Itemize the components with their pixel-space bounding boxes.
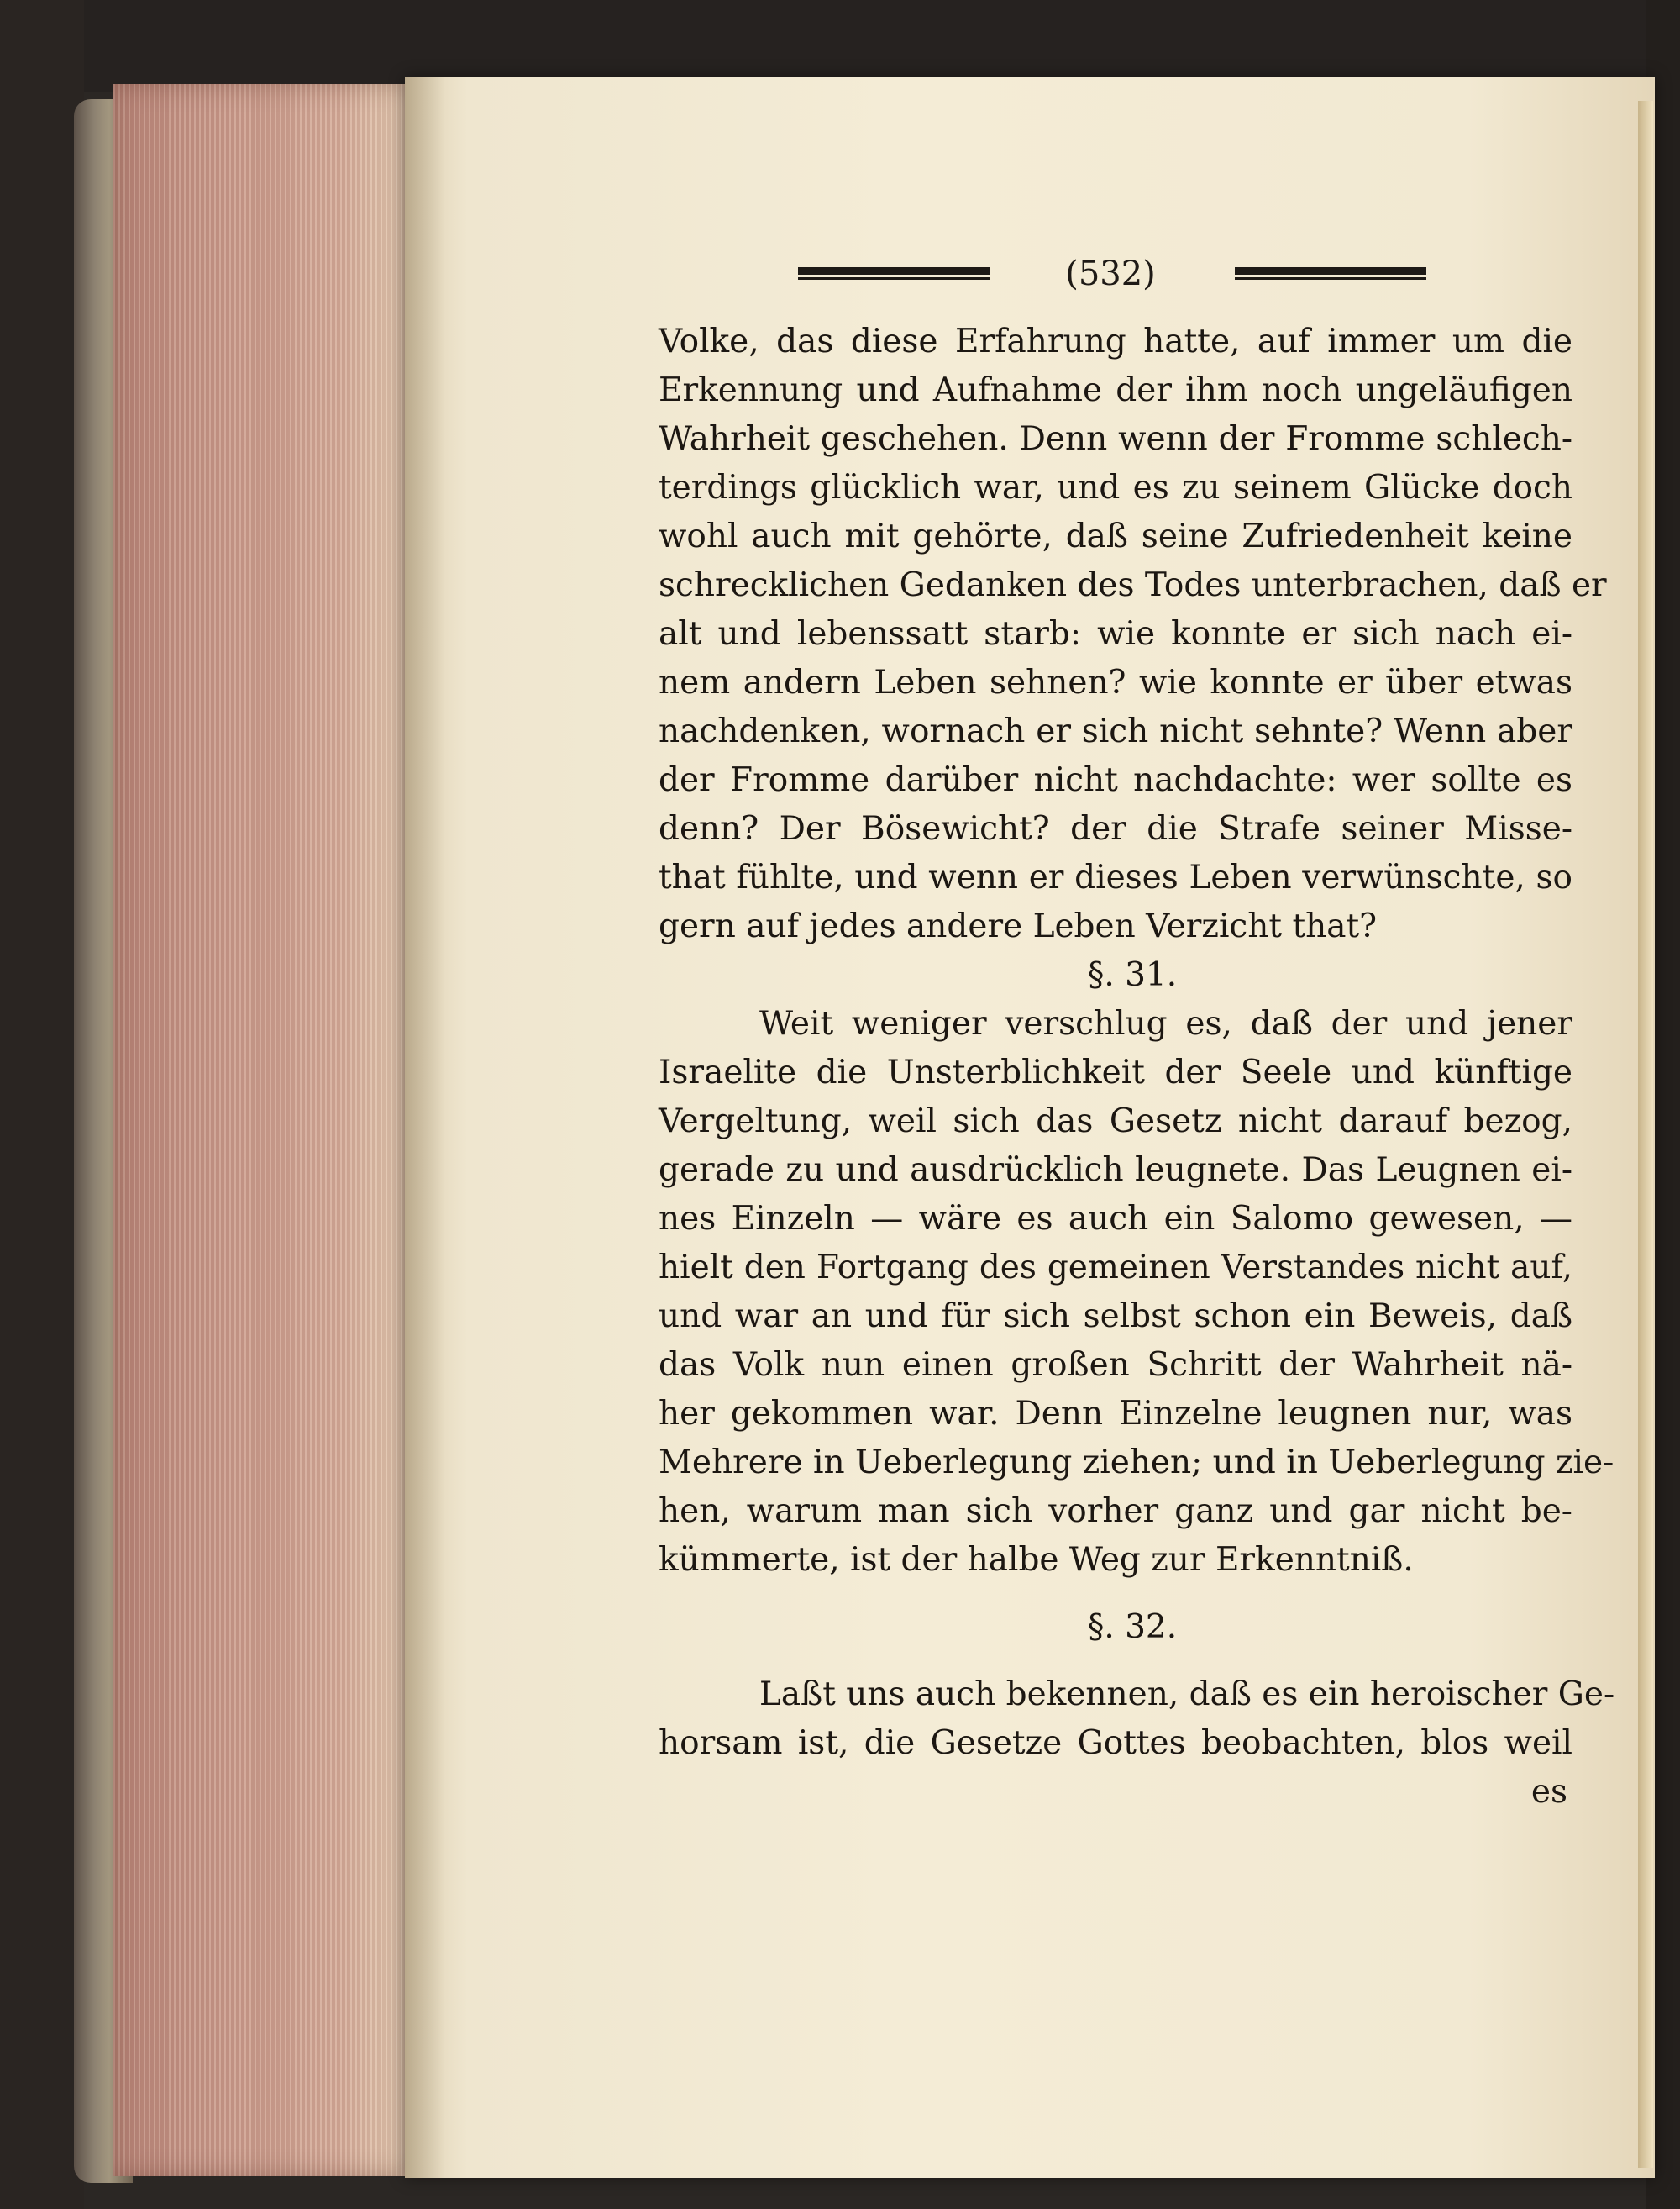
- text-line: her gekommen war. Denn Einzelne leugnen nur, was: [659, 1395, 1572, 1433]
- text-line: nachdenken, wornach er sich nicht sehnte? Wenn aber: [659, 713, 1572, 750]
- text-line: hen, warum man sich vorher ganz und gar nicht be-: [659, 1492, 1572, 1530]
- text-line: der Fromme darüber nicht nachdachte: wer sollte es: [659, 761, 1572, 799]
- text-line: Volke, das diese Erfahrung hatte, auf immer um die: [659, 323, 1572, 360]
- page-block-edge: [113, 84, 416, 2176]
- text-line: alt und lebenssatt starb: wie konnte er sich nach ei-: [659, 615, 1572, 653]
- text-line: Israelite die Unsterblichkeit der Seele und künftige: [659, 1054, 1572, 1091]
- page-header: [798, 249, 1428, 299]
- text-line: horsam ist, die Gesetze Gottes beobachten, blos weil: [659, 1724, 1572, 1762]
- text-line: Erkennung und Aufnahme der ihm noch ungeläufigen: [659, 371, 1572, 409]
- text-line: kümmerte, ist der halbe Weg zur Erkenntniß.: [659, 1541, 1414, 1579]
- text-line: hielt den Fortgang des gemeinen Verstandes nicht auf,: [659, 1249, 1572, 1286]
- text-line: nem andern Leben sehnen? wie konnte er über etwas: [659, 664, 1572, 702]
- section-heading-32: §. 32.: [1087, 1608, 1178, 1646]
- text-line: schrecklichen Gedanken des Todes unterbrachen, daß er: [659, 566, 1607, 604]
- facing-page-edge: [1638, 101, 1653, 2168]
- text-line: Wahrheit geschehen. Denn wenn der Fromme schlech-: [659, 420, 1572, 458]
- header-rule-right: [1235, 267, 1426, 282]
- text-line: that fühlte, und wenn er dieses Leben verwünschte, so: [659, 859, 1572, 897]
- text-line: Laßt uns auch bekennen, daß es ein heroischer Ge-: [759, 1675, 1615, 1713]
- text-line: und war an und für sich selbst schon ein Beweis, daß: [659, 1297, 1572, 1335]
- text-line: denn? Der Bösewicht? der die Strafe seiner Misse-: [659, 810, 1572, 848]
- catchword: es: [1530, 1773, 1567, 1811]
- section-gap: [659, 1585, 1572, 1603]
- text-line: Vergeltung, weil sich das Gesetz nicht darauf bezog,: [659, 1102, 1572, 1140]
- page-body-text: [659, 318, 1615, 1817]
- text-line: terdings glücklich war, und es zu seinem Glücke doch: [659, 469, 1572, 507]
- text-line: gerade zu und ausdrücklich leugnete. Das Leugnen ei-: [659, 1151, 1572, 1189]
- text-line: Mehrere in Ueberlegung ziehen; und in Ueberlegung zie-: [659, 1444, 1614, 1481]
- text-line: gern auf jedes andere Leben Verzicht that?: [659, 907, 1378, 945]
- text-line: Weit weniger verschlug es, daß der und jener: [759, 1005, 1572, 1043]
- page-number: (532): [1065, 255, 1156, 293]
- text-line: das Volk nun einen großen Schritt der Wahrheit nä-: [659, 1346, 1572, 1384]
- gutter-shadow: [405, 77, 445, 2178]
- text-line: nes Einzeln — wäre es auch ein Salomo gewesen, —: [659, 1200, 1572, 1238]
- text-line: wohl auch mit gehörte, daß seine Zufriedenheit keine: [659, 518, 1572, 555]
- header-rule-left: [798, 267, 990, 282]
- section-gap: [659, 1652, 1572, 1670]
- scan-background-left: [0, 0, 84, 2209]
- section-heading-31: §. 31.: [1087, 956, 1178, 994]
